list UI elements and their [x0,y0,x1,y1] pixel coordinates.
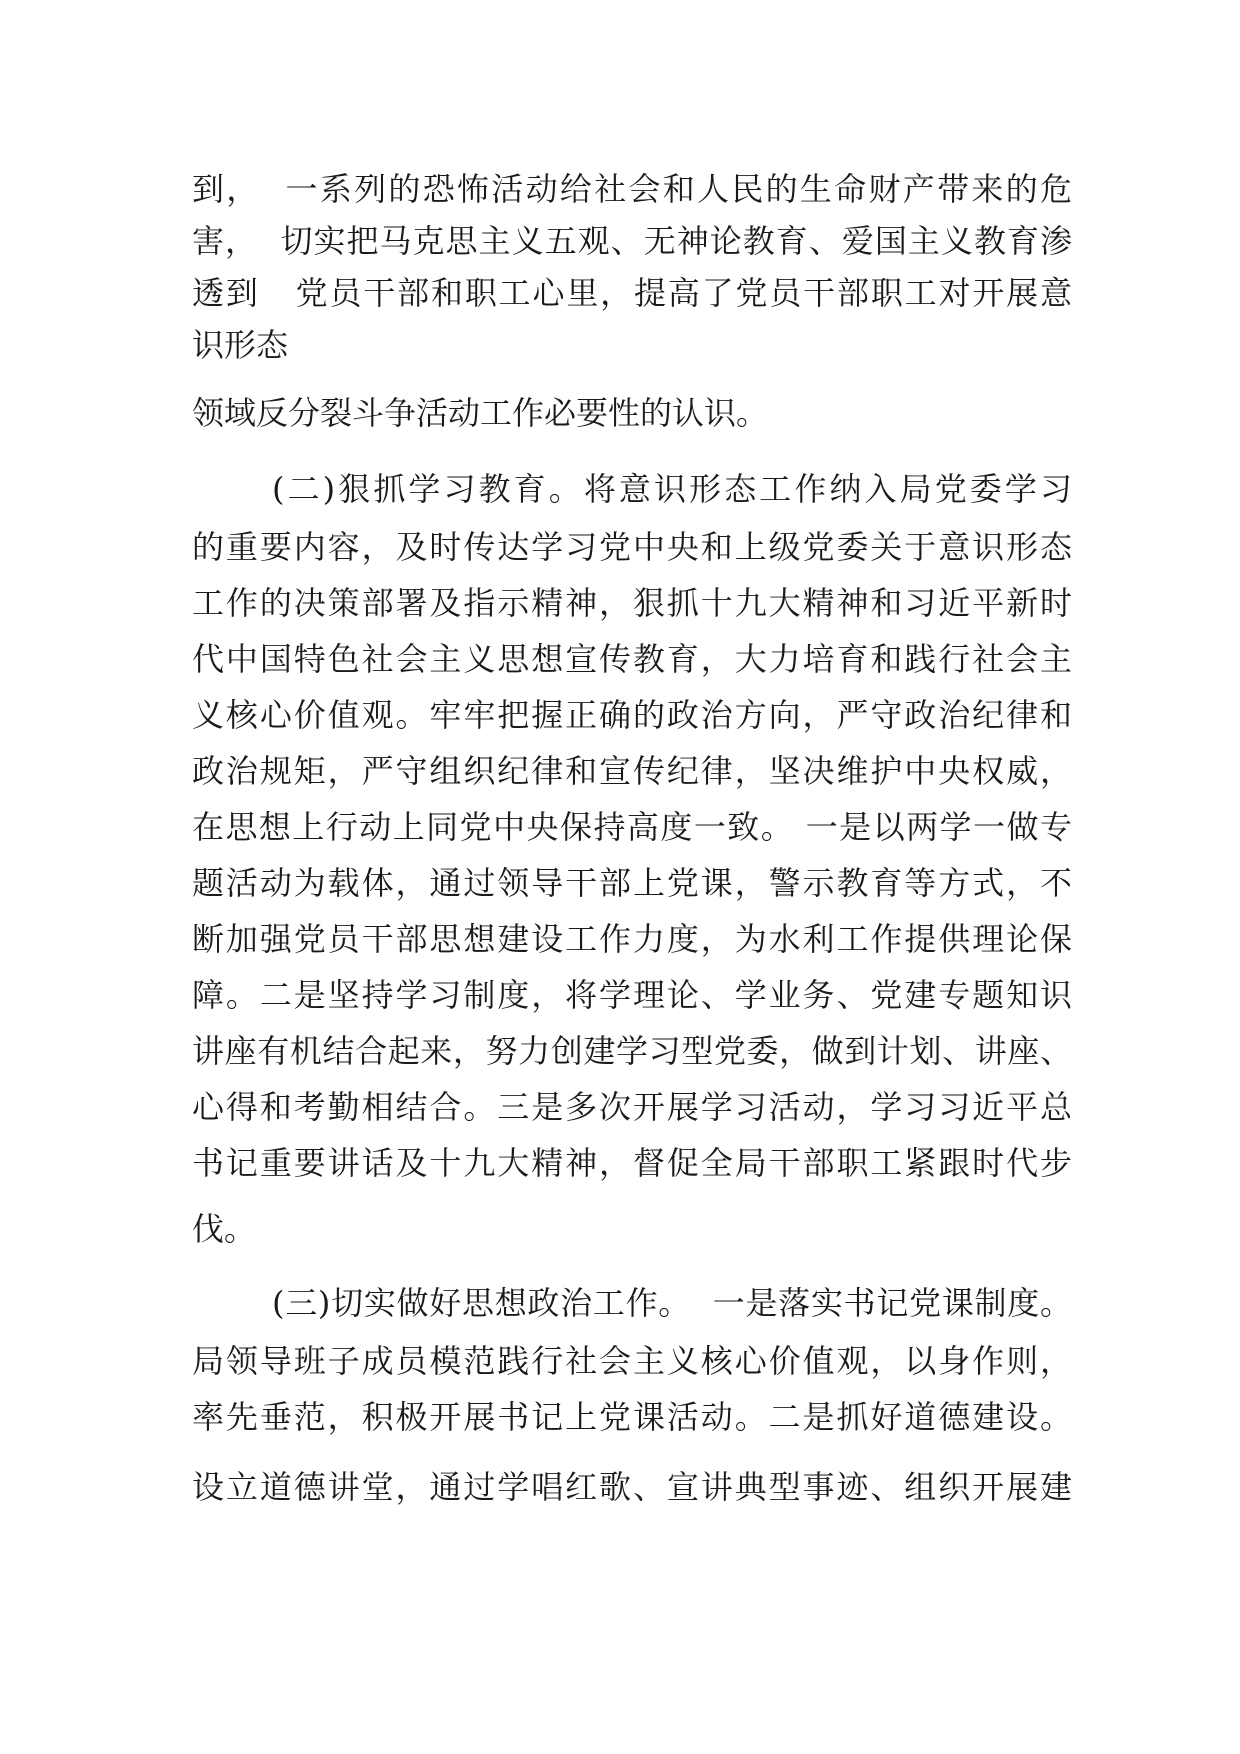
text-line: 代中国特色社会主义思想宣传教育，大力培育和践行社会主 [192,640,1072,678]
text-line: 题活动为载体，通过领导干部上党课，警示教育等方式，不 [192,864,1072,902]
paragraph-heading-line: (三)切实做好思想政治工作。 一是落实书记党课制度。 [272,1284,1072,1322]
text-line: 政治规矩，严守组织纪律和宣传纪律，坚决维护中央权威， [192,752,1072,790]
text-line: 书记重要讲话及十九大精神，督促全局干部职工紧跟时代步 [192,1144,1072,1182]
text-line: 讲座有机结合起来，努力创建学习型党委，做到计划、讲座、 [192,1032,1072,1070]
text-line: 害， 切实把马克思主义五观、无神论教育、爱国主义教育渗 [192,222,1072,260]
text-line: 伐。 [192,1210,257,1248]
text-line: 心得和考勤相结合。三是多次开展学习活动，学习习近平总 [192,1088,1072,1126]
text-line: 断加强党员干部思想建设工作力度，为水利工作提供理论保 [192,920,1072,958]
text-line: 障。二是坚持学习制度，将学理论、学业务、党建专题知识 [192,976,1072,1014]
paragraph-heading-line: (二)狠抓学习教育。将意识形态工作纳入局党委学习 [272,470,1072,508]
text-line: 透到 党员干部和职工心里，提高了党员干部职工对开展意 [192,274,1072,312]
text-line: 局领导班子成员模范践行社会主义核心价值观，以身作则， [192,1342,1072,1380]
text-line: 识形态 [192,326,289,364]
text-line: 义核心价值观。牢牢把握正确的政治方向，严守政治纪律和 [192,696,1072,734]
text-line: 的重要内容，及时传达学习党中央和上级党委关于意识形态 [192,528,1072,566]
text-line: 在思想上行动上同党中央保持高度一致。 一是以两学一做专 [192,808,1072,846]
text-line: 率先垂范，积极开展书记上党课活动。二是抓好道德建设。 [192,1398,1072,1436]
text-line: 领域反分裂斗争活动工作必要性的认识。 [192,394,769,432]
text-line: 工作的决策部署及指示精神，狠抓十九大精神和习近平新时 [192,584,1072,622]
text-line: 到， 一系列的恐怖活动给社会和人民的生命财产带来的危 [192,170,1072,208]
text-line: 设立道德讲堂，通过学唱红歌、宣讲典型事迹、组织开展建 [192,1468,1072,1506]
